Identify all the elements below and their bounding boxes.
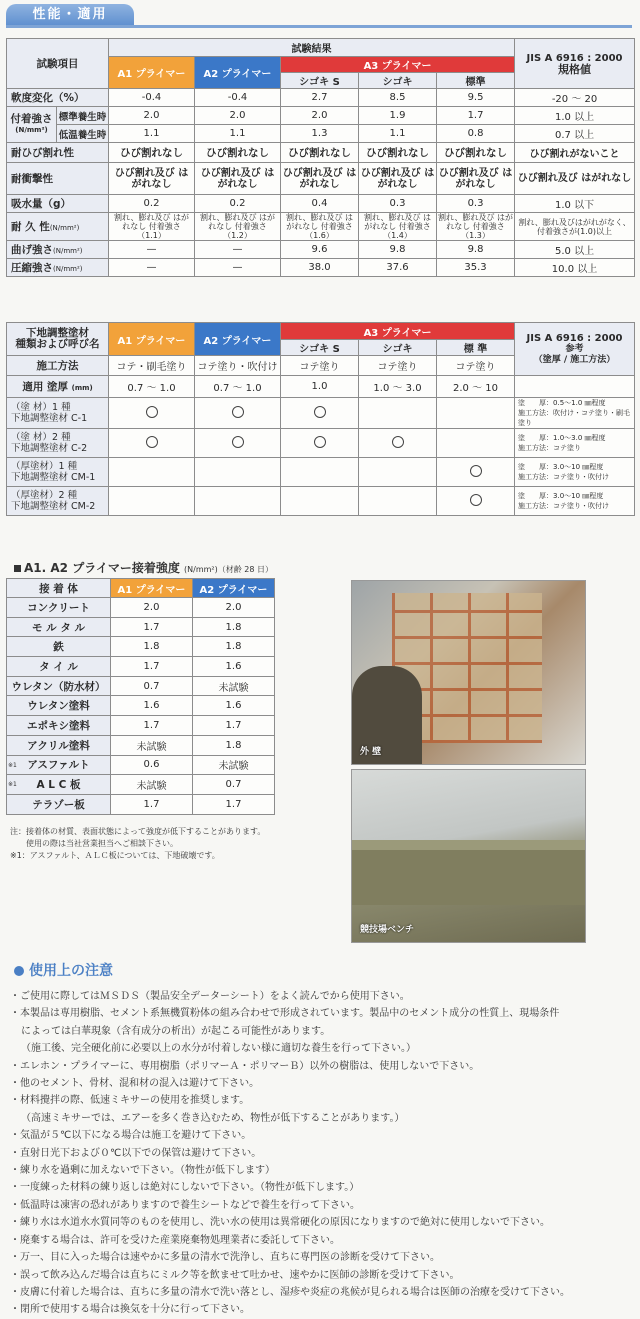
coating-type-code: 下地調整塗材 CM-1	[11, 472, 96, 483]
note-line: 使用の際は当社営業担当へご相談下さい。	[10, 839, 178, 848]
value-cell: 35.3	[437, 259, 515, 277]
circle-mark-icon	[146, 436, 158, 448]
suitability-cell	[281, 429, 359, 458]
suitability-cell	[109, 429, 195, 458]
thickness-cell: 1.0	[281, 376, 359, 398]
adhesion-value: 1.7	[193, 794, 275, 814]
caution-item: ・万一、目に入った場合は速やかに多量の清水で洗浄し、直ちに専門医の診断を受けて下さい。	[10, 1252, 440, 1264]
thickness-cell: 0.7 〜 1.0	[109, 376, 195, 398]
adhesion-value: 2.0	[193, 598, 275, 618]
value-cell: 10.0 以上	[515, 259, 635, 277]
adherend-name: 鉄	[53, 641, 64, 654]
adhesion-value: 未試験	[111, 735, 193, 755]
suitability-cell	[437, 458, 515, 487]
suitability-cell	[195, 398, 281, 429]
coating-type-label	[7, 487, 109, 516]
t2-jis-standard: JIS A 6916 : 2000	[526, 332, 623, 344]
value-cell: 2.0	[109, 107, 195, 125]
adhesion-strength-label	[7, 107, 57, 143]
adhesion-value: 未試験	[193, 676, 275, 696]
adhesion-value: 1.8	[193, 735, 275, 755]
value-cell: 0.8	[437, 125, 515, 143]
suitability-cell	[195, 487, 281, 516]
adhesion-value: 2.0	[111, 598, 193, 618]
section-rule	[6, 25, 632, 28]
adh-a1-header: A1 プライマー	[111, 579, 193, 598]
method-cell: コテ塗り	[359, 356, 437, 376]
adherend-label	[7, 755, 111, 775]
value-cell: ひび割れ及び はがれなし	[109, 163, 195, 195]
adhesion-value: 1.7	[111, 794, 193, 814]
shigoki-s-header: シゴキ S	[281, 73, 359, 89]
square-bullet-icon	[14, 565, 21, 572]
value-cell: ひび割れ及び はがれなし	[515, 163, 635, 195]
row-label-text: 軟度変化（%）	[11, 92, 85, 104]
adherend-name: テラゾー板	[32, 798, 85, 811]
table-row	[7, 637, 275, 657]
value-cell: ひび割れがないこと	[515, 143, 635, 163]
test-results-table	[6, 38, 635, 277]
adherend-label	[7, 735, 111, 755]
circle-mark-icon	[392, 436, 404, 448]
thickness-cell: 0.7 〜 1.0	[195, 376, 281, 398]
t2-jis-ref-detail: （塗厚 / 施工方法）	[533, 354, 616, 365]
value-cell: ひび割れ及び はがれなし	[437, 163, 515, 195]
adhesion-value: 1.6	[193, 696, 275, 716]
value-cell: 1.1	[109, 125, 195, 143]
adhesion-table	[6, 578, 275, 815]
t2-a1-header: A1 プライマー	[109, 323, 195, 356]
caution-title-text: 使用上の注意	[29, 963, 113, 979]
circle-mark-icon	[232, 406, 244, 418]
suitability-cell	[109, 398, 195, 429]
ref-thickness: 塗 厚：1.0〜3.0 ㎜程度	[518, 434, 606, 442]
caution-item: ・材料攪拌の際、低速ミキサーの使用を推奨します。	[10, 1095, 250, 1107]
value-cell: 9.5	[437, 89, 515, 107]
row-label-unit: (N/mm²)	[49, 224, 80, 232]
value-cell: 割れ、膨れ及び はがれなし 付着強さ（1.4）	[359, 213, 437, 241]
thickness-label	[7, 376, 109, 398]
circle-mark-icon	[314, 436, 326, 448]
value-cell: ひび割れなし	[109, 143, 195, 163]
value-cell: ひび割れ及び はがれなし	[281, 163, 359, 195]
table-row	[7, 458, 635, 487]
row-label	[7, 241, 109, 259]
coating-type-name: （厚塗材）1 種	[11, 461, 78, 472]
ref-method: 施工方法：コテ塗り・吹付け	[518, 502, 610, 510]
suitability-cell	[281, 398, 359, 429]
adherend-label	[7, 676, 111, 696]
ref-method: 施工方法：コテ塗り	[518, 444, 582, 452]
value-cell: 割れ、膨れ及び はがれなし 付着強さ（1.6）	[281, 213, 359, 241]
adhesion-notes	[10, 826, 330, 862]
t2-shigoki-header: シゴキ	[359, 340, 437, 356]
value-cell: 割れ、膨れ及び はがれなし 付着強さ（1.1）	[109, 213, 195, 241]
row-label	[7, 195, 109, 213]
suitability-cell	[359, 398, 437, 429]
suitability-cell	[109, 487, 195, 516]
table-row	[7, 794, 275, 814]
coating-type-line2: 種類および呼び名	[15, 338, 100, 350]
row-label	[7, 89, 109, 107]
adherend-label	[7, 696, 111, 716]
value-cell: 38.0	[281, 259, 359, 277]
circle-bullet-icon	[14, 966, 24, 976]
thickness-empty	[515, 376, 635, 398]
table-row	[7, 195, 635, 213]
adhesion-unit: (N/mm²)（材齢 28 日）	[184, 565, 274, 574]
suitability-cell	[437, 398, 515, 429]
table-row	[7, 398, 635, 429]
coating-type-name: （厚塗材）2 種	[11, 490, 78, 501]
suitability-cell	[359, 429, 437, 458]
value-cell: ひび割れ及び はがれなし	[195, 163, 281, 195]
value-cell: ひび割れなし	[195, 143, 281, 163]
suitability-cell	[359, 487, 437, 516]
table-row	[7, 755, 275, 775]
circle-mark-icon	[232, 436, 244, 448]
coating-type-code: 下地調整塗材 C-2	[11, 443, 88, 454]
coating-type-header	[7, 323, 109, 356]
t2-jis-header	[515, 323, 635, 376]
value-cell: —	[195, 259, 281, 277]
coating-type-label	[7, 398, 109, 429]
adhesion-value: 1.8	[193, 637, 275, 657]
suitability-cell	[281, 458, 359, 487]
adhesion-value: 1.7	[111, 716, 193, 736]
value-cell: 割れ、膨れ及び はがれなし 付着強さ（1.3）	[438, 213, 514, 240]
ref-method: 施工方法：コテ塗り・吹付け	[518, 473, 610, 481]
adhesion-value: 1.7	[111, 657, 193, 677]
row-label-text: 曲げ強さ	[11, 244, 53, 256]
jis-standard: JIS A 6916 : 2000	[526, 52, 623, 64]
value-cell: 1.9	[359, 107, 437, 125]
adhesion-value: 未試験	[193, 755, 275, 775]
adherend-name: A L C 板	[36, 779, 81, 792]
caution-item: ・皮膚に付着した場合は、直ちに多量の清水で洗い落とし、湿疹や炎症の兆候が見られる場合は医師の治療を受けて下さい。	[10, 1286, 570, 1298]
adhesion-value: 1.7	[193, 716, 275, 736]
row-label: 標準養生時	[57, 107, 109, 125]
coating-type-line1: 下地調整塗材	[26, 327, 89, 339]
adherend-name: ウレタン（防水材）	[11, 680, 106, 693]
standard-header: 標準	[437, 73, 515, 89]
table-row	[7, 487, 635, 516]
shigoki-header: シゴキ	[359, 73, 437, 89]
suitability-cell	[437, 487, 515, 516]
table-row	[7, 617, 275, 637]
value-cell: 5.0 以上	[515, 241, 635, 259]
value-cell: —	[109, 259, 195, 277]
method-label: 施工方法	[7, 356, 109, 376]
value-cell: 9.8	[437, 241, 515, 259]
value-cell: ひび割れなし	[281, 143, 359, 163]
caution-item: ・本製品は専用樹脂、セメント系無機質粉体の組み合わせで形成されています。製品中のセメント成分の性質上、現場条件	[10, 1008, 560, 1020]
suitability-cell	[359, 458, 437, 487]
value-cell: ひび割れ及び はがれなし	[359, 163, 437, 195]
reference-note	[515, 429, 635, 458]
t2-standard-header: 標 準	[437, 340, 515, 356]
adherend-header: 接 着 体	[7, 579, 111, 598]
adherend-label	[7, 617, 111, 637]
adh-a2-header: A2 プライマー	[193, 579, 275, 598]
caution-item: ・他のセメント、骨材、混和材の混入は避けて下さい。	[10, 1078, 260, 1090]
adherend-name: アクリル塗料	[27, 739, 90, 752]
adhesion-value: 1.6	[193, 657, 275, 677]
method-cell: コテ塗り・吹付け	[195, 356, 281, 376]
adhesion-value: 1.6	[111, 696, 193, 716]
circle-mark-icon	[146, 406, 158, 418]
table-row	[7, 775, 275, 795]
footnote-mark: ※1	[8, 761, 17, 769]
ref-method: 施工方法：吹付け・コテ塗り・刷毛塗り	[518, 409, 631, 427]
value-cell: -0.4	[109, 89, 195, 107]
caution-item: ・廃棄する場合は、許可を受けた産業廃棄物処理業者に委託して下さい。	[10, 1234, 340, 1246]
adherend-label	[7, 716, 111, 736]
application-table	[6, 322, 635, 516]
thickness-label-text: 適用 塗厚	[22, 381, 68, 393]
value-cell: 0.3	[437, 195, 515, 213]
thickness-cell: 2.0 〜 10	[437, 376, 515, 398]
value-cell: ひび割れなし	[359, 143, 437, 163]
a2-primer-header: A2 プライマー	[195, 57, 281, 89]
photo-stadium-bench	[351, 769, 586, 943]
value-cell: 0.2	[109, 195, 195, 213]
suitability-cell	[281, 487, 359, 516]
value-cell: 2.0	[281, 107, 359, 125]
adhesion-title	[14, 559, 273, 576]
value-cell: 0.3	[359, 195, 437, 213]
a3-primer-header: A3 プライマー	[281, 57, 515, 73]
method-cell: コテ・刷毛塗り	[109, 356, 195, 376]
caution-item: ・閉所で使用する場合は換気を十分に行って下さい。	[10, 1304, 250, 1316]
row-label-unit: (N/mm²)	[53, 247, 83, 255]
row-label: 低温養生時	[57, 125, 109, 143]
caution-item: ・気温が５℃以下になる場合は施工を避けて下さい。	[10, 1130, 252, 1142]
suitability-cell	[195, 429, 281, 458]
ref-thickness: 塗 厚：0.5〜1.0 ㎜程度	[518, 399, 606, 407]
table-row	[7, 89, 635, 107]
adherend-name: ウレタン塗料	[27, 700, 90, 713]
ref-thickness: 塗 厚：3.0〜10 ㎜程度	[518, 492, 604, 500]
table-row	[7, 259, 635, 277]
caution-item: ・誤って飲み込んだ場合は直ちにミルク等を飲ませて吐かせ、速やかに医師の診断を受けて下さい。	[10, 1269, 460, 1281]
row-label-text: 耐 久 性	[11, 221, 50, 233]
table-row	[7, 735, 275, 755]
coating-type-label	[7, 429, 109, 458]
row-label-text: 吸水量（g）	[11, 198, 72, 210]
test-results-header: 試験結果	[109, 39, 515, 57]
circle-mark-icon	[470, 494, 482, 506]
coating-type-name: （塗 材）1 種	[11, 402, 71, 413]
photo-exterior-wall	[351, 580, 586, 765]
value-cell: 1.1	[195, 125, 281, 143]
t2-jis-ref: 参考	[565, 343, 584, 354]
value-cell: —	[195, 241, 281, 259]
value-cell: 1.0 以下	[515, 195, 635, 213]
a1-primer-header: A1 プライマー	[109, 57, 195, 89]
value-cell: 0.2	[195, 195, 281, 213]
table-row	[7, 213, 635, 241]
value-cell: 2.0	[195, 107, 281, 125]
value-cell: 37.6	[359, 259, 437, 277]
adhesion-value: 1.7	[111, 617, 193, 637]
coating-type-code: 下地調整塗材 C-1	[11, 413, 88, 424]
method-cell: コテ塗り	[437, 356, 515, 376]
adhesion-value: 未試験	[111, 775, 193, 795]
row-label-text: 耐ひび割れ性	[11, 147, 74, 159]
value-cell: 2.7	[281, 89, 359, 107]
table-row	[7, 241, 635, 259]
table-row	[7, 696, 275, 716]
adhesion-value: 0.7	[193, 775, 275, 795]
table-row	[7, 163, 635, 195]
value-cell: 1.0 以上	[515, 107, 635, 125]
adherend-name: アスファルト	[27, 759, 90, 772]
caution-list	[10, 988, 635, 1319]
table-row	[7, 107, 635, 125]
adherend-label	[7, 794, 111, 814]
caution-item: ・一度練った材料の練り返しは絶対にしないで下さい。（物性が低下します。）	[10, 1182, 360, 1194]
caution-item: ・練り水は水道水水質同等のものを使用し、洗い水の使用は異常硬化の原因になりますので絶対に使用しないで下さい。	[10, 1217, 550, 1229]
row-label	[7, 143, 109, 163]
adherend-label	[7, 637, 111, 657]
photo-caption-bench: 競技場ベンチ	[360, 925, 415, 935]
thickness-cell: 1.0 〜 3.0	[359, 376, 437, 398]
coating-type-code: 下地調整塗材 CM-2	[11, 501, 96, 512]
adherend-label	[7, 775, 111, 795]
t2-a2-header: A2 プライマー	[195, 323, 281, 356]
row-label-text: 耐衝撃性	[11, 173, 53, 185]
section-title-performance: 性能・適用	[6, 4, 134, 26]
t2-a3-header: A3 プライマー	[281, 323, 515, 340]
caution-title	[14, 960, 113, 980]
test-item-header: 試験項目	[7, 39, 109, 89]
adhesion-label-text: 付着強さ	[10, 112, 53, 125]
adherend-name: コンクリート	[27, 601, 90, 614]
t2-shigoki-s-header: シゴキ S	[281, 340, 359, 356]
value-cell: 9.6	[281, 241, 359, 259]
caution-item: ・ご使用に際してはＭＳＤＳ（製品安全データーシート）をよく読んでから使用下さい。	[10, 991, 410, 1002]
value-cell: 割れ、膨れ及び はがれなし 付着強さ（1.2）	[195, 213, 281, 241]
adhesion-value: 1.8	[111, 637, 193, 657]
table-row	[7, 429, 635, 458]
reference-note	[515, 487, 635, 516]
adherend-name: タ イ ル	[39, 660, 78, 673]
jis-header	[515, 39, 635, 89]
adherend-name: エポキシ塗料	[27, 719, 90, 732]
suitability-cell	[109, 458, 195, 487]
value-cell: 9.8	[359, 241, 437, 259]
value-cell: -20 〜 20	[515, 89, 635, 107]
reference-note	[515, 398, 635, 429]
adherend-label	[7, 598, 111, 618]
value-cell: 割れ、膨れ及びはがれがなく、 付着強さが(1.0)以上	[515, 213, 635, 241]
value-cell: 1.1	[359, 125, 437, 143]
caution-item: （施工後、完全硬化前に必要以上の水分が付着しない様に適切な養生を行って下さい。）	[21, 1043, 416, 1055]
caution-item: によっては白華現象（含有成分の析出）が起こる可能性があります。	[21, 1025, 331, 1037]
coating-type-label	[7, 458, 109, 487]
row-label	[7, 163, 109, 195]
row-label-unit: (N/mm²)	[53, 265, 83, 273]
footnote-mark: ※1	[8, 781, 17, 789]
adherend-name: モ ル タ ル	[32, 621, 85, 634]
table-row	[7, 657, 275, 677]
value-cell: 1.3	[281, 125, 359, 143]
row-label-text: 圧縮強さ	[11, 262, 53, 274]
photo-caption-wall: 外 壁	[360, 747, 382, 757]
value-cell: 1.7	[437, 107, 515, 125]
circle-mark-icon	[314, 406, 326, 418]
table-row	[7, 716, 275, 736]
caution-item: ・直射日光下および０℃以下での保管は避けて下さい。	[10, 1147, 262, 1159]
suitability-cell	[437, 429, 515, 458]
table-row	[7, 598, 275, 618]
coating-type-name: （塗 材）2 種	[11, 432, 71, 443]
caution-item: ・低温時は凍害の恐れがありますので養生シートなどで養生を行って下さい。	[10, 1199, 360, 1211]
note-line: ※1：アスファルト、ＡＬＣ板については、下地破壊です。	[10, 851, 220, 860]
jis-spec-label: 規格値	[558, 62, 592, 76]
thickness-unit: (mm)	[71, 384, 93, 392]
method-cell: コテ塗り	[281, 356, 359, 376]
bench-wall-graphic	[352, 850, 585, 905]
suitability-cell	[195, 458, 281, 487]
table-row	[7, 676, 275, 696]
value-cell: -0.4	[195, 89, 281, 107]
value-cell: ひび割れなし	[437, 143, 515, 163]
reference-note	[515, 458, 635, 487]
adhesion-value: 0.7	[111, 676, 193, 696]
caution-item: ・練り水を過剰に加えないで下さい。（物性が低下します）	[10, 1165, 275, 1177]
value-cell: 0.4	[281, 195, 359, 213]
value-cell: 8.5	[359, 89, 437, 107]
adhesion-title-text: A1. A2 プライマー接着強度	[24, 561, 180, 575]
adherend-label	[7, 657, 111, 677]
ref-thickness: 塗 厚：3.0〜10 ㎜程度	[518, 463, 604, 471]
table-row	[7, 143, 635, 163]
value-cell: —	[109, 241, 195, 259]
row-label	[7, 259, 109, 277]
table-row	[7, 125, 635, 143]
caution-item: ・エレホン・プライマーに、専用樹脂（ポリマーＡ・ポリマーＢ）以外の樹脂は、使用しないで下さい。	[10, 1060, 480, 1072]
adhesion-value: 1.8	[193, 617, 275, 637]
adhesion-value: 0.6	[111, 755, 193, 775]
note-line: 注：接着体の材質、表面状態によって強度が低下することがあります。	[10, 827, 266, 836]
adhesion-label-unit: (N/mm²)	[15, 125, 48, 134]
caution-item: （高速ミキサーでは、エアーを多く巻き込むため、物性が低下することがあります。）	[21, 1112, 405, 1124]
value-cell: 0.7 以上	[515, 125, 635, 143]
circle-mark-icon	[470, 465, 482, 477]
row-label	[7, 213, 109, 241]
